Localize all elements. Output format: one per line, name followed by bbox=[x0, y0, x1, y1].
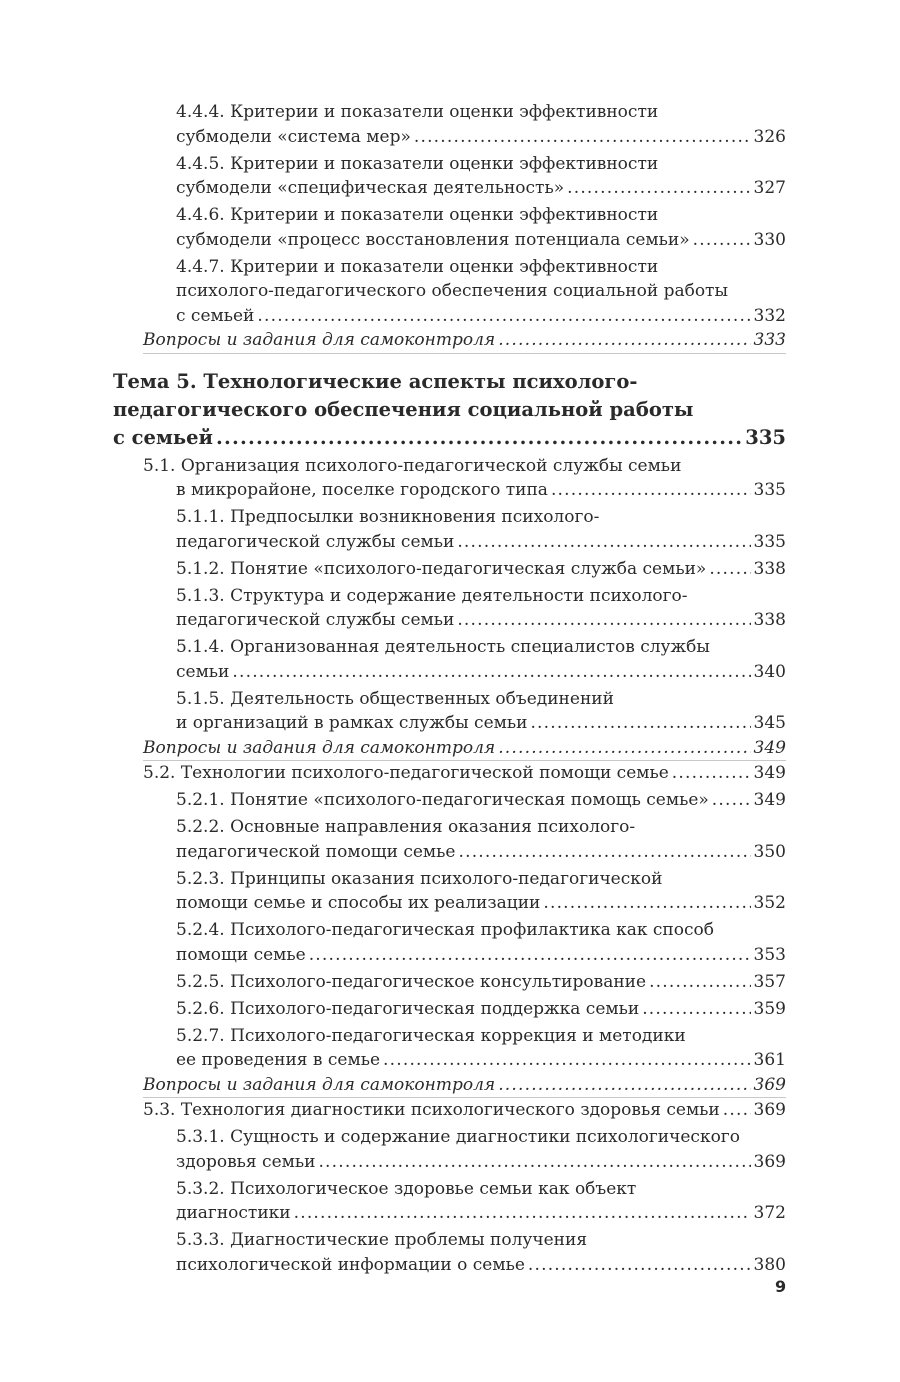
toc-entry bbox=[176, 100, 786, 149]
toc-entry-line: 4.4.7. Критерии и показатели оценки эффективности bbox=[176, 256, 659, 277]
toc-page-number: 352 bbox=[753, 893, 786, 913]
toc-entry-last-line bbox=[176, 608, 786, 633]
toc-entry bbox=[176, 584, 786, 633]
toc-entry-line: 5.1. Организация психолого-педагогической службы семьи bbox=[143, 455, 682, 476]
toc-entry-last-line bbox=[113, 424, 786, 452]
toc-entry-title: с семьей bbox=[113, 425, 213, 449]
toc-entry-title: субмодели «специфическая деятельность» bbox=[176, 178, 565, 198]
toc-page-number: 361 bbox=[753, 1050, 786, 1070]
toc-entry-last-line bbox=[143, 761, 786, 786]
dot-leader bbox=[567, 176, 750, 201]
toc-page-number: 333 bbox=[753, 330, 786, 350]
dot-leader bbox=[709, 557, 750, 582]
toc-entry-last-line bbox=[143, 736, 786, 761]
toc-entry-last-line bbox=[176, 530, 786, 555]
toc-page-number: 350 bbox=[753, 841, 786, 862]
toc-entry-title: 5.2.5. Психолого-педагогическое консультирование bbox=[176, 971, 647, 992]
toc-entry-line: 5.3.1. Сущность и содержание диагностики психологического bbox=[176, 1127, 740, 1147]
dot-leader bbox=[458, 840, 750, 865]
dot-leader bbox=[383, 1048, 751, 1073]
toc-entry-line: 5.2.7. Психолого-педагогическая коррекция и методики bbox=[176, 1025, 686, 1046]
toc-entry-last-line bbox=[176, 711, 786, 736]
dot-leader bbox=[457, 530, 750, 555]
dot-leader bbox=[498, 1073, 750, 1098]
toc-entry-line: 5.2.3. Принципы оказания психолого-педагогической bbox=[176, 868, 663, 889]
toc-entry-last-line bbox=[176, 788, 786, 813]
table-of-contents bbox=[0, 100, 900, 1277]
dot-leader bbox=[712, 788, 751, 813]
toc-entry bbox=[176, 1125, 786, 1174]
dot-leader bbox=[543, 891, 750, 916]
toc-entry bbox=[143, 454, 786, 503]
toc-entry-line: 5.1.5. Деятельность общественных объединений bbox=[176, 688, 614, 709]
dot-leader bbox=[257, 304, 750, 329]
toc-entry-last-line bbox=[176, 891, 786, 916]
toc-entry-title: Вопросы и задания для самоконтроля bbox=[143, 330, 496, 350]
toc-entry-title: 5.2. Технологии психолого-педагогической помощи семье bbox=[143, 763, 669, 783]
dot-leader bbox=[649, 970, 750, 995]
toc-questions-entry bbox=[143, 328, 786, 354]
dot-leader bbox=[232, 660, 750, 685]
toc-entry bbox=[176, 687, 786, 736]
toc-entry-title: 5.1.2. Понятие «психолого-педагогическая служба семьи» bbox=[176, 558, 707, 579]
toc-entry-title: педагогической помощи семье bbox=[176, 841, 456, 862]
dot-leader bbox=[216, 424, 742, 452]
toc-entry-title: Вопросы и задания для самоконтроля bbox=[143, 737, 496, 758]
dot-leader bbox=[528, 1253, 751, 1278]
dot-leader bbox=[457, 608, 750, 633]
toc-page-number: 359 bbox=[753, 998, 786, 1019]
toc-entry-last-line bbox=[176, 1048, 786, 1073]
toc-questions-entry bbox=[143, 1073, 786, 1099]
toc-entry-title: Вопросы и задания для самоконтроля bbox=[143, 1074, 496, 1095]
toc-entry-last-line bbox=[176, 1201, 786, 1226]
toc-entry-line: 5.2.2. Основные направления оказания психолого- bbox=[176, 817, 636, 837]
toc-entry-line: 5.1.1. Предпосылки возникновения психолого- bbox=[176, 507, 600, 527]
toc-entry bbox=[176, 557, 786, 582]
toc-entry-title: педагогической службы семьи bbox=[176, 531, 455, 552]
dot-leader bbox=[530, 711, 750, 736]
toc-page-number: 372 bbox=[753, 1203, 786, 1223]
toc-page-number: 357 bbox=[753, 971, 786, 992]
toc-page-number: 338 bbox=[753, 610, 786, 630]
toc-entry-last-line bbox=[143, 328, 786, 353]
toc-entry-title: субмодели «система мер» bbox=[176, 126, 411, 147]
toc-questions-entry bbox=[143, 736, 786, 762]
toc-page-number: 327 bbox=[753, 178, 786, 198]
toc-entry-last-line bbox=[143, 1098, 786, 1123]
dot-leader bbox=[318, 1150, 750, 1175]
toc-entry-last-line bbox=[176, 176, 786, 201]
toc-entry-title: ее проведения в семье bbox=[176, 1050, 381, 1070]
toc-page-number: 335 bbox=[753, 480, 786, 500]
toc-entry-line: 5.2.4. Психолого-педагогическая профилактика как способ bbox=[176, 920, 714, 940]
dot-leader bbox=[642, 997, 750, 1022]
toc-entry-last-line bbox=[176, 125, 786, 150]
toc-entry bbox=[176, 970, 786, 995]
toc-entry-last-line bbox=[176, 943, 786, 968]
toc-entry bbox=[176, 815, 786, 864]
toc-entry-last-line bbox=[143, 1073, 786, 1098]
dot-leader bbox=[294, 1201, 751, 1226]
toc-entry-line: 4.4.5. Критерии и показатели оценки эффективности bbox=[176, 153, 659, 174]
toc-entry-last-line bbox=[176, 997, 786, 1022]
toc-entry-line: психолого-педагогического обеспечения социальной работы bbox=[176, 281, 728, 301]
toc-entry bbox=[176, 867, 786, 916]
toc-entry-last-line bbox=[176, 304, 786, 329]
toc-page-number: 369 bbox=[753, 1151, 786, 1172]
toc-entry-title: психологической информации о семье bbox=[176, 1254, 525, 1275]
toc-page-number: 326 bbox=[753, 126, 786, 147]
toc-entry-last-line bbox=[176, 478, 786, 503]
dot-leader bbox=[693, 228, 751, 253]
toc-entry-line: Тема 5. Технологические аспекты психолого- bbox=[113, 369, 638, 393]
toc-page-number: 332 bbox=[753, 305, 786, 326]
toc-page-number: 369 bbox=[753, 1100, 786, 1120]
toc-entry bbox=[176, 788, 786, 813]
toc-entry-title: помощи семье и способы их реализации bbox=[176, 893, 541, 913]
toc-topic-heading bbox=[113, 368, 786, 452]
toc-page-number: 349 bbox=[753, 737, 786, 758]
toc-entry-title: здоровья семьи bbox=[176, 1151, 316, 1172]
dot-leader bbox=[672, 761, 751, 786]
toc-entry-last-line bbox=[176, 660, 786, 685]
toc-entry-last-line bbox=[176, 1253, 786, 1278]
toc-page-number: 330 bbox=[753, 229, 786, 250]
toc-entry bbox=[176, 1177, 786, 1226]
toc-entry bbox=[176, 635, 786, 684]
toc-entry-line: 5.1.3. Структура и содержание деятельности психолого- bbox=[176, 585, 688, 606]
dot-leader bbox=[414, 125, 751, 150]
toc-page-number: 338 bbox=[753, 558, 786, 579]
toc-page-number: 349 bbox=[753, 763, 786, 783]
dot-leader bbox=[498, 328, 750, 353]
toc-entry bbox=[176, 1024, 786, 1073]
toc-entry bbox=[143, 761, 786, 786]
dot-leader bbox=[723, 1098, 751, 1123]
toc-entry-title: 5.3. Технология диагностики психологического здоровья семьи bbox=[143, 1100, 720, 1120]
toc-page-number: 349 bbox=[753, 790, 786, 810]
toc-entry-title: и организаций в рамках службы семьи bbox=[176, 713, 528, 733]
toc-entry bbox=[143, 1098, 786, 1123]
toc-entry-last-line bbox=[176, 840, 786, 865]
toc-page-number: 345 bbox=[753, 713, 786, 733]
toc-entry-title: с семьей bbox=[176, 305, 255, 326]
toc-entry-title: 5.2.6. Психолого-педагогическая поддержка семьи bbox=[176, 998, 640, 1019]
toc-entry-title: в микрорайоне, поселке городского типа bbox=[176, 480, 548, 500]
toc-entry-last-line bbox=[176, 1150, 786, 1175]
toc-entry-last-line bbox=[176, 970, 786, 995]
toc-entry-last-line bbox=[176, 557, 786, 582]
toc-entry bbox=[176, 1228, 786, 1277]
toc-entry-line: 4.4.6. Критерии и показатели оценки эффективности bbox=[176, 205, 659, 225]
toc-entry-line: 5.3.2. Психологическое здоровье семьи как объект bbox=[176, 1178, 637, 1199]
toc-entry-line: 4.4.4. Критерии и показатели оценки эффективности bbox=[176, 102, 659, 122]
toc-entry bbox=[176, 997, 786, 1022]
toc-entry-line: педагогического обеспечения социальной работы bbox=[113, 397, 694, 421]
toc-entry bbox=[176, 505, 786, 554]
toc-page-number: 353 bbox=[753, 944, 786, 965]
dot-leader bbox=[551, 478, 751, 503]
toc-entry-last-line bbox=[176, 228, 786, 253]
toc-page-number: 335 bbox=[745, 425, 786, 449]
dot-leader bbox=[309, 943, 751, 968]
dot-leader bbox=[498, 736, 750, 761]
toc-entry-title: диагностики bbox=[176, 1203, 291, 1223]
toc-entry bbox=[176, 255, 786, 329]
toc-entry-title: семьи bbox=[176, 661, 230, 682]
toc-entry bbox=[176, 203, 786, 252]
toc-entry bbox=[176, 152, 786, 201]
toc-entry-title: 5.2.1. Понятие «психолого-педагогическая помощь семье» bbox=[176, 790, 709, 810]
toc-page-number: 340 bbox=[753, 661, 786, 682]
toc-page-number: 380 bbox=[753, 1254, 786, 1275]
toc-page-number: 335 bbox=[753, 531, 786, 552]
page-number: 9 bbox=[775, 1277, 787, 1296]
toc-entry-title: помощи семье bbox=[176, 944, 306, 965]
toc-entry bbox=[176, 918, 786, 967]
toc-entry-line: 5.1.4. Организованная деятельность специалистов службы bbox=[176, 637, 710, 657]
toc-page-number: 369 bbox=[753, 1074, 786, 1095]
toc-entry-title: педагогической службы семьи bbox=[176, 610, 455, 630]
toc-entry-line: 5.3.3. Диагностические проблемы получения bbox=[176, 1230, 588, 1250]
toc-entry-title: субмодели «процесс восстановления потенциала семьи» bbox=[176, 229, 690, 250]
